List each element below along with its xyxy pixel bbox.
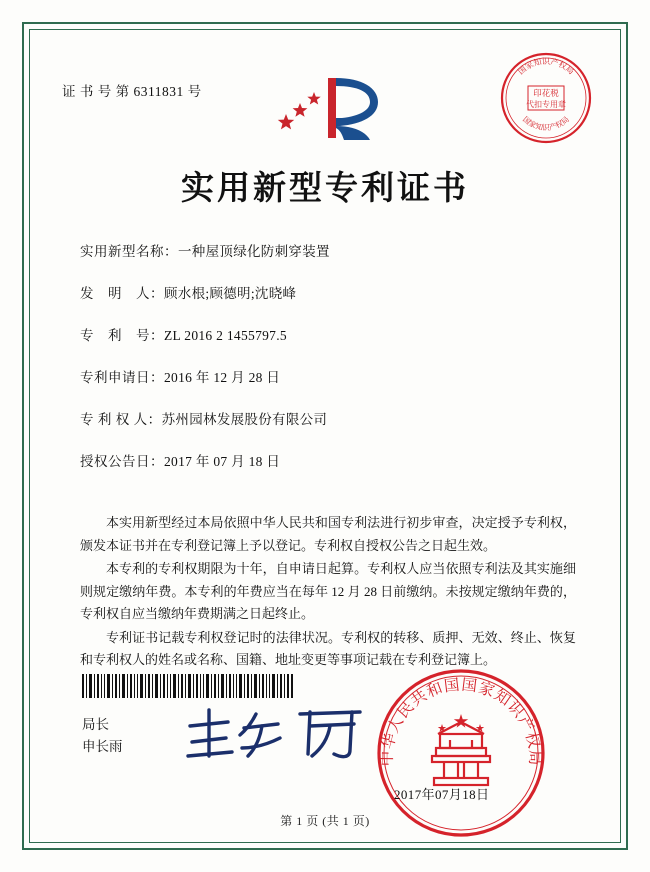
director-signature bbox=[182, 704, 372, 766]
field-announcement-date bbox=[80, 452, 580, 472]
svg-text:国家知识产权局: 国家知识产权局 bbox=[516, 57, 576, 77]
body-paragraph: 专利证书记载专利权登记时的法律状况。专利权的转移、质押、无效、终止、恢复和专利权人的姓名或名称、国籍、地址变更等事项记载在专利登记簿上。 bbox=[80, 629, 576, 667]
body-paragraph: 本实用新型经过本局依照中华人民共和国专利法进行初步审查，决定授予专利权，颁发本证书并在专利登记簿上予以登记。专利权自授权公告之日起生效。 bbox=[80, 515, 576, 553]
field-label: 发 明 人： bbox=[80, 286, 164, 301]
svg-text:国家知识产权局: 国家知识产权局 bbox=[521, 114, 571, 133]
page-footer: 第 1 页 (共 1 页) bbox=[280, 814, 370, 828]
field-patent-number bbox=[80, 326, 580, 346]
svg-text:代扣专用章: 代扣专用章 bbox=[526, 100, 566, 109]
field-label: 专利申请日： bbox=[80, 370, 164, 385]
field-value: 一种屋顶绿化防刺穿装置 bbox=[178, 244, 330, 259]
tax-stamp-seal bbox=[498, 50, 594, 146]
certificate-content bbox=[42, 42, 608, 830]
svg-text:中华人民共和国国家知识产权局: 中华人民共和国国家知识产权局 bbox=[378, 676, 544, 767]
field-value: 顾水根;顾德明;沈晓峰 bbox=[164, 286, 297, 301]
director-name: 申长雨 bbox=[82, 739, 123, 754]
field-label: 实用新型名称： bbox=[80, 244, 178, 259]
director-title: 局长 bbox=[82, 717, 109, 732]
page-title: 实用新型专利证书 bbox=[181, 171, 469, 207]
field-inventor bbox=[80, 284, 580, 304]
signature-labels bbox=[82, 714, 123, 758]
field-value: 苏州园林发展股份有限公司 bbox=[161, 412, 328, 427]
sipo-logo bbox=[274, 70, 394, 146]
field-label: 授权公告日： bbox=[80, 454, 164, 469]
field-utility-model-name bbox=[80, 242, 580, 262]
patent-barcode bbox=[82, 674, 294, 698]
field-patentee bbox=[80, 410, 580, 430]
field-application-date bbox=[80, 368, 580, 388]
svg-text:印花税: 印花税 bbox=[533, 88, 559, 98]
body-paragraph: 本专利的专利权期限为十年，自申请日起算。专利权人应当依照专利法及其实施细则规定缴纳年费。本专利的年费应当在每年 12 月 28 日前缴纳。未按规定缴纳年费的，专利权自应当缴纳年费期满之日起终止。 bbox=[80, 561, 576, 621]
body-text bbox=[80, 512, 576, 673]
certificate-number: 证 书 号 第 6311831 号 bbox=[62, 84, 202, 99]
field-value: 2016 年 12 月 28 日 bbox=[164, 370, 281, 385]
field-list bbox=[80, 242, 580, 494]
field-label: 专 利 号： bbox=[80, 328, 164, 343]
field-value: 2017 年 07 月 18 日 bbox=[164, 454, 281, 469]
seal-date: 2017年07月18日 bbox=[394, 787, 490, 802]
field-value: ZL 2016 2 1455797.5 bbox=[164, 328, 287, 343]
field-label: 专 利 权 人： bbox=[80, 412, 162, 427]
